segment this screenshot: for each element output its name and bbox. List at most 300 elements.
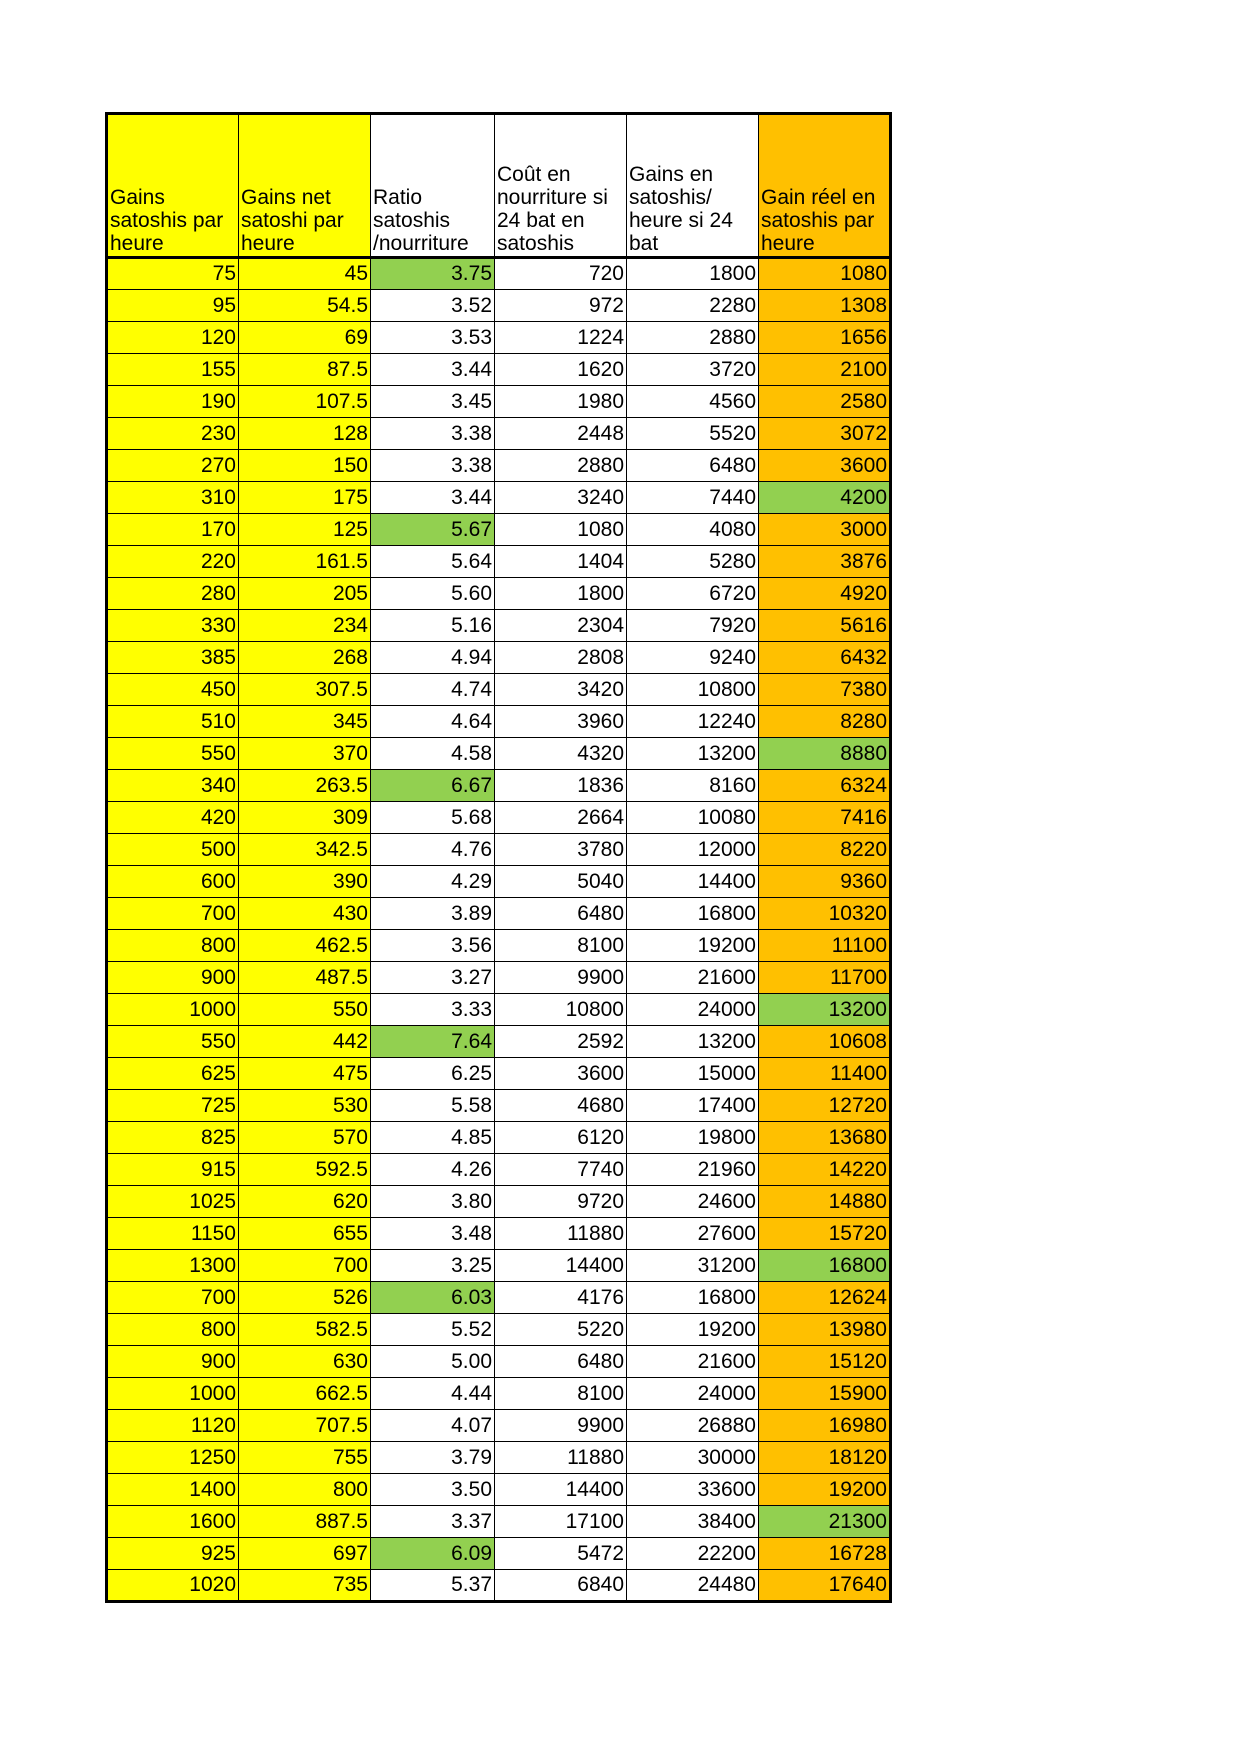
cell-gains-satoshis[interactable]: 75 xyxy=(107,258,239,290)
cell-cout-nourriture[interactable]: 9900 xyxy=(495,962,627,994)
table-row xyxy=(107,1378,891,1410)
table-row xyxy=(107,866,891,898)
cell-gains-net[interactable]: 630 xyxy=(239,1346,371,1378)
cell-gain-reel[interactable]: 3072 xyxy=(759,418,891,450)
cell-ratio[interactable]: 3.38 xyxy=(371,418,495,450)
cell-cout-nourriture[interactable]: 11880 xyxy=(495,1442,627,1474)
cell-gains-net[interactable]: 620 xyxy=(239,1186,371,1218)
cell-ratio[interactable]: 3.33 xyxy=(371,994,495,1026)
header-gains-24-bat[interactable]: Gains en satoshis/ heure si 24 bat xyxy=(627,114,759,258)
cell-gains-satoshis[interactable]: 1400 xyxy=(107,1474,239,1506)
table-row xyxy=(107,578,891,610)
cell-gain-reel[interactable]: 15120 xyxy=(759,1346,891,1378)
cell-ratio[interactable]: 3.45 xyxy=(371,386,495,418)
cell-gains-satoshis[interactable]: 825 xyxy=(107,1122,239,1154)
cell-ratio[interactable]: 3.44 xyxy=(371,354,495,386)
cell-ratio[interactable]: 6.09 xyxy=(371,1538,495,1570)
cell-gains-24-bat[interactable]: 7920 xyxy=(627,610,759,642)
cell-cout-nourriture[interactable]: 1980 xyxy=(495,386,627,418)
cell-gain-reel[interactable]: 8880 xyxy=(759,738,891,770)
table-row xyxy=(107,354,891,386)
cell-gains-24-bat[interactable]: 13200 xyxy=(627,1026,759,1058)
cell-cout-nourriture[interactable]: 1620 xyxy=(495,354,627,386)
cell-gains-net[interactable]: 755 xyxy=(239,1442,371,1474)
table-body xyxy=(107,258,891,1602)
cell-ratio[interactable]: 5.16 xyxy=(371,610,495,642)
cell-gains-24-bat[interactable]: 19200 xyxy=(627,930,759,962)
table-row xyxy=(107,1154,891,1186)
cell-cout-nourriture[interactable]: 4176 xyxy=(495,1282,627,1314)
cell-gains-24-bat[interactable]: 38400 xyxy=(627,1506,759,1538)
cell-gain-reel[interactable]: 1308 xyxy=(759,290,891,322)
cell-cout-nourriture[interactable]: 9900 xyxy=(495,1410,627,1442)
table-row xyxy=(107,418,891,450)
cell-ratio[interactable]: 4.44 xyxy=(371,1378,495,1410)
cell-gains-24-bat[interactable]: 24480 xyxy=(627,1570,759,1602)
cell-gain-reel[interactable]: 2580 xyxy=(759,386,891,418)
cell-gains-net[interactable]: 582.5 xyxy=(239,1314,371,1346)
cell-cout-nourriture[interactable]: 3420 xyxy=(495,674,627,706)
cell-gains-satoshis[interactable]: 280 xyxy=(107,578,239,610)
table-row xyxy=(107,898,891,930)
cell-gains-net[interactable]: 107.5 xyxy=(239,386,371,418)
table-row xyxy=(107,1218,891,1250)
cell-ratio[interactable]: 5.00 xyxy=(371,1346,495,1378)
cell-gains-satoshis[interactable]: 450 xyxy=(107,674,239,706)
table-row xyxy=(107,290,891,322)
cell-gains-net[interactable]: 342.5 xyxy=(239,834,371,866)
cell-cout-nourriture[interactable]: 1800 xyxy=(495,578,627,610)
cell-gains-satoshis[interactable]: 900 xyxy=(107,1346,239,1378)
cell-gain-reel[interactable]: 1080 xyxy=(759,258,891,290)
cell-gains-satoshis[interactable]: 1000 xyxy=(107,994,239,1026)
cell-cout-nourriture[interactable]: 2448 xyxy=(495,418,627,450)
cell-ratio[interactable]: 3.44 xyxy=(371,482,495,514)
cell-gains-24-bat[interactable]: 21960 xyxy=(627,1154,759,1186)
cell-gain-reel[interactable]: 4920 xyxy=(759,578,891,610)
cell-gains-24-bat[interactable]: 12240 xyxy=(627,706,759,738)
cell-gains-satoshis[interactable]: 95 xyxy=(107,290,239,322)
cell-gains-24-bat[interactable]: 26880 xyxy=(627,1410,759,1442)
cell-cout-nourriture[interactable]: 6480 xyxy=(495,1346,627,1378)
cell-gains-satoshis[interactable]: 190 xyxy=(107,386,239,418)
cell-gains-24-bat[interactable]: 3720 xyxy=(627,354,759,386)
cell-ratio[interactable]: 3.50 xyxy=(371,1474,495,1506)
table-row xyxy=(107,1346,891,1378)
cell-gains-24-bat[interactable]: 19200 xyxy=(627,1314,759,1346)
cell-gains-satoshis[interactable]: 120 xyxy=(107,322,239,354)
cell-gains-24-bat[interactable]: 4080 xyxy=(627,514,759,546)
cell-gain-reel[interactable]: 13200 xyxy=(759,994,891,1026)
table-row xyxy=(107,738,891,770)
cell-gain-reel[interactable]: 15900 xyxy=(759,1378,891,1410)
table-row xyxy=(107,322,891,354)
cell-gains-24-bat[interactable]: 7440 xyxy=(627,482,759,514)
cell-gains-satoshis[interactable]: 915 xyxy=(107,1154,239,1186)
cell-cout-nourriture[interactable]: 4680 xyxy=(495,1090,627,1122)
header-gains-satoshis[interactable]: Gains satoshis par heure xyxy=(107,114,239,258)
cell-gains-net[interactable]: 161.5 xyxy=(239,546,371,578)
cell-gains-24-bat[interactable]: 2280 xyxy=(627,290,759,322)
cell-gains-satoshis[interactable]: 155 xyxy=(107,354,239,386)
cell-gains-24-bat[interactable]: 30000 xyxy=(627,1442,759,1474)
cell-gains-net[interactable]: 205 xyxy=(239,578,371,610)
cell-gains-net[interactable]: 662.5 xyxy=(239,1378,371,1410)
cell-cout-nourriture[interactable]: 3240 xyxy=(495,482,627,514)
table-row xyxy=(107,706,891,738)
cell-gains-24-bat[interactable]: 12000 xyxy=(627,834,759,866)
cell-gains-satoshis[interactable]: 310 xyxy=(107,482,239,514)
cell-cout-nourriture[interactable]: 2304 xyxy=(495,610,627,642)
cell-ratio[interactable]: 4.26 xyxy=(371,1154,495,1186)
cell-gains-satoshis[interactable]: 600 xyxy=(107,866,239,898)
cell-gains-24-bat[interactable]: 24600 xyxy=(627,1186,759,1218)
cell-gains-satoshis[interactable]: 230 xyxy=(107,418,239,450)
cell-ratio[interactable]: 3.79 xyxy=(371,1442,495,1474)
cell-gains-24-bat[interactable]: 21600 xyxy=(627,962,759,994)
table-row xyxy=(107,642,891,674)
table-row xyxy=(107,610,891,642)
cell-gains-24-bat[interactable]: 6720 xyxy=(627,578,759,610)
cell-ratio[interactable]: 4.29 xyxy=(371,866,495,898)
cell-gains-satoshis[interactable]: 800 xyxy=(107,1314,239,1346)
table-row xyxy=(107,1506,891,1538)
cell-gains-net[interactable]: 530 xyxy=(239,1090,371,1122)
cell-gains-satoshis[interactable]: 270 xyxy=(107,450,239,482)
cell-gain-reel[interactable]: 6324 xyxy=(759,770,891,802)
cell-ratio[interactable]: 5.60 xyxy=(371,578,495,610)
table-row xyxy=(107,450,891,482)
header-gain-reel[interactable]: Gain réel en satoshis par heure xyxy=(759,114,891,258)
cell-gains-net[interactable]: 550 xyxy=(239,994,371,1026)
header-gains-net[interactable]: Gains net satoshi par heure xyxy=(239,114,371,258)
cell-gains-satoshis[interactable]: 550 xyxy=(107,738,239,770)
cell-gains-satoshis[interactable]: 1150 xyxy=(107,1218,239,1250)
cell-cout-nourriture[interactable]: 2808 xyxy=(495,642,627,674)
cell-gains-satoshis[interactable]: 220 xyxy=(107,546,239,578)
cell-gains-net[interactable]: 390 xyxy=(239,866,371,898)
cell-gains-net[interactable]: 45 xyxy=(239,258,371,290)
table-row xyxy=(107,482,891,514)
table-row xyxy=(107,802,891,834)
cell-gain-reel[interactable]: 5616 xyxy=(759,610,891,642)
cell-gain-reel[interactable]: 11400 xyxy=(759,1058,891,1090)
cell-gain-reel[interactable]: 11100 xyxy=(759,930,891,962)
cell-gains-net[interactable]: 370 xyxy=(239,738,371,770)
cell-gain-reel[interactable]: 16728 xyxy=(759,1538,891,1570)
cell-gain-reel[interactable]: 18120 xyxy=(759,1442,891,1474)
cell-gains-net[interactable]: 125 xyxy=(239,514,371,546)
cell-gains-net[interactable]: 442 xyxy=(239,1026,371,1058)
cell-gains-24-bat[interactable]: 19800 xyxy=(627,1122,759,1154)
cell-gain-reel[interactable]: 15720 xyxy=(759,1218,891,1250)
cell-gains-24-bat[interactable]: 15000 xyxy=(627,1058,759,1090)
cell-ratio[interactable]: 4.74 xyxy=(371,674,495,706)
cell-gains-net[interactable]: 69 xyxy=(239,322,371,354)
cell-gains-satoshis[interactable]: 625 xyxy=(107,1058,239,1090)
cell-cout-nourriture[interactable]: 972 xyxy=(495,290,627,322)
cell-gains-satoshis[interactable]: 340 xyxy=(107,770,239,802)
cell-gain-reel[interactable]: 7416 xyxy=(759,802,891,834)
cell-ratio[interactable]: 5.37 xyxy=(371,1570,495,1602)
cell-cout-nourriture[interactable]: 10800 xyxy=(495,994,627,1026)
cell-gains-24-bat[interactable]: 5520 xyxy=(627,418,759,450)
cell-gains-24-bat[interactable]: 6480 xyxy=(627,450,759,482)
table-row xyxy=(107,674,891,706)
cell-cout-nourriture[interactable]: 3780 xyxy=(495,834,627,866)
cell-gains-satoshis[interactable]: 1020 xyxy=(107,1570,239,1602)
cell-cout-nourriture[interactable]: 1080 xyxy=(495,514,627,546)
cell-gain-reel[interactable]: 3876 xyxy=(759,546,891,578)
cell-cout-nourriture[interactable]: 17100 xyxy=(495,1506,627,1538)
cell-gains-satoshis[interactable]: 170 xyxy=(107,514,239,546)
cell-gains-24-bat[interactable]: 10080 xyxy=(627,802,759,834)
cell-gains-satoshis[interactable]: 510 xyxy=(107,706,239,738)
cell-gains-net[interactable]: 462.5 xyxy=(239,930,371,962)
cell-cout-nourriture[interactable]: 1404 xyxy=(495,546,627,578)
cell-ratio[interactable]: 3.80 xyxy=(371,1186,495,1218)
cell-cout-nourriture[interactable]: 8100 xyxy=(495,1378,627,1410)
cell-ratio[interactable]: 7.64 xyxy=(371,1026,495,1058)
cell-gains-24-bat[interactable]: 16800 xyxy=(627,1282,759,1314)
cell-ratio[interactable]: 4.58 xyxy=(371,738,495,770)
cell-gains-satoshis[interactable]: 700 xyxy=(107,1282,239,1314)
cell-gain-reel[interactable]: 13680 xyxy=(759,1122,891,1154)
cell-cout-nourriture[interactable]: 3960 xyxy=(495,706,627,738)
table-row xyxy=(107,546,891,578)
table-row xyxy=(107,1314,891,1346)
cell-gains-satoshis[interactable]: 700 xyxy=(107,898,239,930)
cell-gains-net[interactable]: 175 xyxy=(239,482,371,514)
cell-gain-reel[interactable]: 3600 xyxy=(759,450,891,482)
cell-ratio[interactable]: 4.94 xyxy=(371,642,495,674)
cell-gains-24-bat[interactable]: 4560 xyxy=(627,386,759,418)
cell-gains-24-bat[interactable]: 27600 xyxy=(627,1218,759,1250)
cell-gain-reel[interactable]: 10608 xyxy=(759,1026,891,1058)
cell-cout-nourriture[interactable]: 1224 xyxy=(495,322,627,354)
cell-ratio[interactable]: 3.38 xyxy=(371,450,495,482)
cell-gains-net[interactable]: 307.5 xyxy=(239,674,371,706)
cell-gains-net[interactable]: 128 xyxy=(239,418,371,450)
table-row xyxy=(107,1570,891,1602)
table-row xyxy=(107,1538,891,1570)
cell-gains-net[interactable]: 487.5 xyxy=(239,962,371,994)
cell-gains-24-bat[interactable]: 17400 xyxy=(627,1090,759,1122)
cell-gains-net[interactable]: 263.5 xyxy=(239,770,371,802)
cell-gains-24-bat[interactable]: 22200 xyxy=(627,1538,759,1570)
header-cout-nourriture[interactable]: Coût en nourriture si 24 bat en satoshis xyxy=(495,114,627,258)
cell-cout-nourriture[interactable]: 5040 xyxy=(495,866,627,898)
cell-gains-satoshis[interactable]: 1025 xyxy=(107,1186,239,1218)
cell-gain-reel[interactable]: 12720 xyxy=(759,1090,891,1122)
table-row xyxy=(107,258,891,290)
cell-gains-24-bat[interactable]: 2880 xyxy=(627,322,759,354)
cell-ratio[interactable]: 5.67 xyxy=(371,514,495,546)
cell-gain-reel[interactable]: 8280 xyxy=(759,706,891,738)
cell-gain-reel[interactable]: 7380 xyxy=(759,674,891,706)
cell-ratio[interactable]: 3.53 xyxy=(371,322,495,354)
cell-gains-net[interactable]: 268 xyxy=(239,642,371,674)
cell-gains-net[interactable]: 735 xyxy=(239,1570,371,1602)
cell-gains-24-bat[interactable]: 24000 xyxy=(627,1378,759,1410)
cell-gain-reel[interactable]: 2100 xyxy=(759,354,891,386)
table-row xyxy=(107,770,891,802)
cell-gains-net[interactable]: 697 xyxy=(239,1538,371,1570)
table-row xyxy=(107,1090,891,1122)
cell-gains-net[interactable]: 430 xyxy=(239,898,371,930)
cell-gains-net[interactable]: 54.5 xyxy=(239,290,371,322)
cell-gains-net[interactable]: 234 xyxy=(239,610,371,642)
cell-gains-satoshis[interactable]: 500 xyxy=(107,834,239,866)
cell-ratio[interactable]: 3.48 xyxy=(371,1218,495,1250)
cell-gains-net[interactable]: 592.5 xyxy=(239,1154,371,1186)
cell-gain-reel[interactable]: 13980 xyxy=(759,1314,891,1346)
cell-ratio[interactable]: 5.64 xyxy=(371,546,495,578)
cell-gains-24-bat[interactable]: 21600 xyxy=(627,1346,759,1378)
cell-cout-nourriture[interactable]: 14400 xyxy=(495,1474,627,1506)
cell-ratio[interactable]: 3.75 xyxy=(371,258,495,290)
cell-cout-nourriture[interactable]: 7740 xyxy=(495,1154,627,1186)
cell-ratio[interactable]: 3.27 xyxy=(371,962,495,994)
cell-gains-24-bat[interactable]: 1800 xyxy=(627,258,759,290)
cell-gains-satoshis[interactable]: 420 xyxy=(107,802,239,834)
cell-gain-reel[interactable]: 10320 xyxy=(759,898,891,930)
cell-cout-nourriture[interactable]: 14400 xyxy=(495,1250,627,1282)
table-row xyxy=(107,834,891,866)
cell-ratio[interactable]: 4.85 xyxy=(371,1122,495,1154)
cell-gains-24-bat[interactable]: 33600 xyxy=(627,1474,759,1506)
cell-gains-satoshis[interactable]: 1000 xyxy=(107,1378,239,1410)
cell-gain-reel[interactable]: 19200 xyxy=(759,1474,891,1506)
cell-gains-24-bat[interactable]: 31200 xyxy=(627,1250,759,1282)
cell-ratio[interactable]: 5.58 xyxy=(371,1090,495,1122)
cell-gains-satoshis[interactable]: 1600 xyxy=(107,1506,239,1538)
cell-gains-net[interactable]: 345 xyxy=(239,706,371,738)
cell-ratio[interactable]: 6.03 xyxy=(371,1282,495,1314)
cell-gains-satoshis[interactable]: 1300 xyxy=(107,1250,239,1282)
table-row xyxy=(107,962,891,994)
cell-ratio[interactable]: 5.52 xyxy=(371,1314,495,1346)
cell-gains-net[interactable]: 150 xyxy=(239,450,371,482)
cell-cout-nourriture[interactable]: 8100 xyxy=(495,930,627,962)
cell-gains-satoshis[interactable]: 900 xyxy=(107,962,239,994)
cell-gain-reel[interactable]: 9360 xyxy=(759,866,891,898)
cell-gains-net[interactable]: 87.5 xyxy=(239,354,371,386)
cell-gain-reel[interactable]: 16800 xyxy=(759,1250,891,1282)
cell-gains-satoshis[interactable]: 550 xyxy=(107,1026,239,1058)
cell-cout-nourriture[interactable]: 3600 xyxy=(495,1058,627,1090)
table-row xyxy=(107,1250,891,1282)
cell-cout-nourriture[interactable]: 1836 xyxy=(495,770,627,802)
cell-cout-nourriture[interactable]: 6120 xyxy=(495,1122,627,1154)
cell-gains-net[interactable]: 655 xyxy=(239,1218,371,1250)
cell-ratio[interactable]: 3.52 xyxy=(371,290,495,322)
cell-gains-24-bat[interactable]: 13200 xyxy=(627,738,759,770)
cell-gains-net[interactable]: 475 xyxy=(239,1058,371,1090)
cell-gain-reel[interactable]: 21300 xyxy=(759,1506,891,1538)
cell-gain-reel[interactable]: 16980 xyxy=(759,1410,891,1442)
cell-gains-net[interactable]: 887.5 xyxy=(239,1506,371,1538)
header-row xyxy=(107,114,891,258)
cell-gain-reel[interactable]: 8220 xyxy=(759,834,891,866)
cell-cout-nourriture[interactable]: 720 xyxy=(495,258,627,290)
cell-ratio[interactable]: 6.25 xyxy=(371,1058,495,1090)
cell-gains-satoshis[interactable]: 1120 xyxy=(107,1410,239,1442)
cell-ratio[interactable]: 6.67 xyxy=(371,770,495,802)
table-row xyxy=(107,1474,891,1506)
cell-gain-reel[interactable]: 14880 xyxy=(759,1186,891,1218)
cell-gain-reel[interactable]: 6432 xyxy=(759,642,891,674)
cell-ratio[interactable]: 3.89 xyxy=(371,898,495,930)
table-row xyxy=(107,1026,891,1058)
table-row xyxy=(107,514,891,546)
table-row xyxy=(107,1442,891,1474)
cell-gains-24-bat[interactable]: 10800 xyxy=(627,674,759,706)
cell-gain-reel[interactable]: 3000 xyxy=(759,514,891,546)
table-row xyxy=(107,1282,891,1314)
cell-cout-nourriture[interactable]: 2592 xyxy=(495,1026,627,1058)
cell-cout-nourriture[interactable]: 9720 xyxy=(495,1186,627,1218)
cell-ratio[interactable]: 4.07 xyxy=(371,1410,495,1442)
cell-ratio[interactable]: 3.37 xyxy=(371,1506,495,1538)
cell-ratio[interactable]: 4.64 xyxy=(371,706,495,738)
cell-gains-24-bat[interactable]: 14400 xyxy=(627,866,759,898)
cell-ratio[interactable]: 3.25 xyxy=(371,1250,495,1282)
cell-gain-reel[interactable]: 1656 xyxy=(759,322,891,354)
cell-gains-satoshis[interactable]: 725 xyxy=(107,1090,239,1122)
cell-ratio[interactable]: 5.68 xyxy=(371,802,495,834)
table-row xyxy=(107,1186,891,1218)
cell-gain-reel[interactable]: 17640 xyxy=(759,1570,891,1602)
table-row xyxy=(107,1410,891,1442)
cell-ratio[interactable]: 3.56 xyxy=(371,930,495,962)
cell-gains-net[interactable]: 309 xyxy=(239,802,371,834)
cell-cout-nourriture[interactable]: 5472 xyxy=(495,1538,627,1570)
cell-gains-net[interactable]: 707.5 xyxy=(239,1410,371,1442)
cell-cout-nourriture[interactable]: 5220 xyxy=(495,1314,627,1346)
cell-gain-reel[interactable]: 4200 xyxy=(759,482,891,514)
cell-cout-nourriture[interactable]: 6480 xyxy=(495,898,627,930)
table-row xyxy=(107,994,891,1026)
cell-gains-net[interactable]: 570 xyxy=(239,1122,371,1154)
cell-gains-satoshis[interactable]: 385 xyxy=(107,642,239,674)
cell-gains-satoshis[interactable]: 800 xyxy=(107,930,239,962)
cell-gains-net[interactable]: 800 xyxy=(239,1474,371,1506)
cell-cout-nourriture[interactable]: 6840 xyxy=(495,1570,627,1602)
cell-gains-satoshis[interactable]: 1250 xyxy=(107,1442,239,1474)
cell-gains-24-bat[interactable]: 24000 xyxy=(627,994,759,1026)
cell-gain-reel[interactable]: 12624 xyxy=(759,1282,891,1314)
spreadsheet-table xyxy=(105,112,892,1603)
cell-gains-24-bat[interactable]: 8160 xyxy=(627,770,759,802)
cell-gains-net[interactable]: 700 xyxy=(239,1250,371,1282)
header-ratio[interactable]: Ratio satoshis /nourriture xyxy=(371,114,495,258)
cell-cout-nourriture[interactable]: 11880 xyxy=(495,1218,627,1250)
cell-cout-nourriture[interactable]: 4320 xyxy=(495,738,627,770)
cell-gains-satoshis[interactable]: 330 xyxy=(107,610,239,642)
table-row xyxy=(107,386,891,418)
cell-gain-reel[interactable]: 11700 xyxy=(759,962,891,994)
cell-cout-nourriture[interactable]: 2880 xyxy=(495,450,627,482)
cell-gains-24-bat[interactable]: 9240 xyxy=(627,642,759,674)
cell-gains-satoshis[interactable]: 925 xyxy=(107,1538,239,1570)
cell-ratio[interactable]: 4.76 xyxy=(371,834,495,866)
cell-gains-24-bat[interactable]: 5280 xyxy=(627,546,759,578)
cell-gains-24-bat[interactable]: 16800 xyxy=(627,898,759,930)
cell-gains-net[interactable]: 526 xyxy=(239,1282,371,1314)
cell-cout-nourriture[interactable]: 2664 xyxy=(495,802,627,834)
cell-gain-reel[interactable]: 14220 xyxy=(759,1154,891,1186)
